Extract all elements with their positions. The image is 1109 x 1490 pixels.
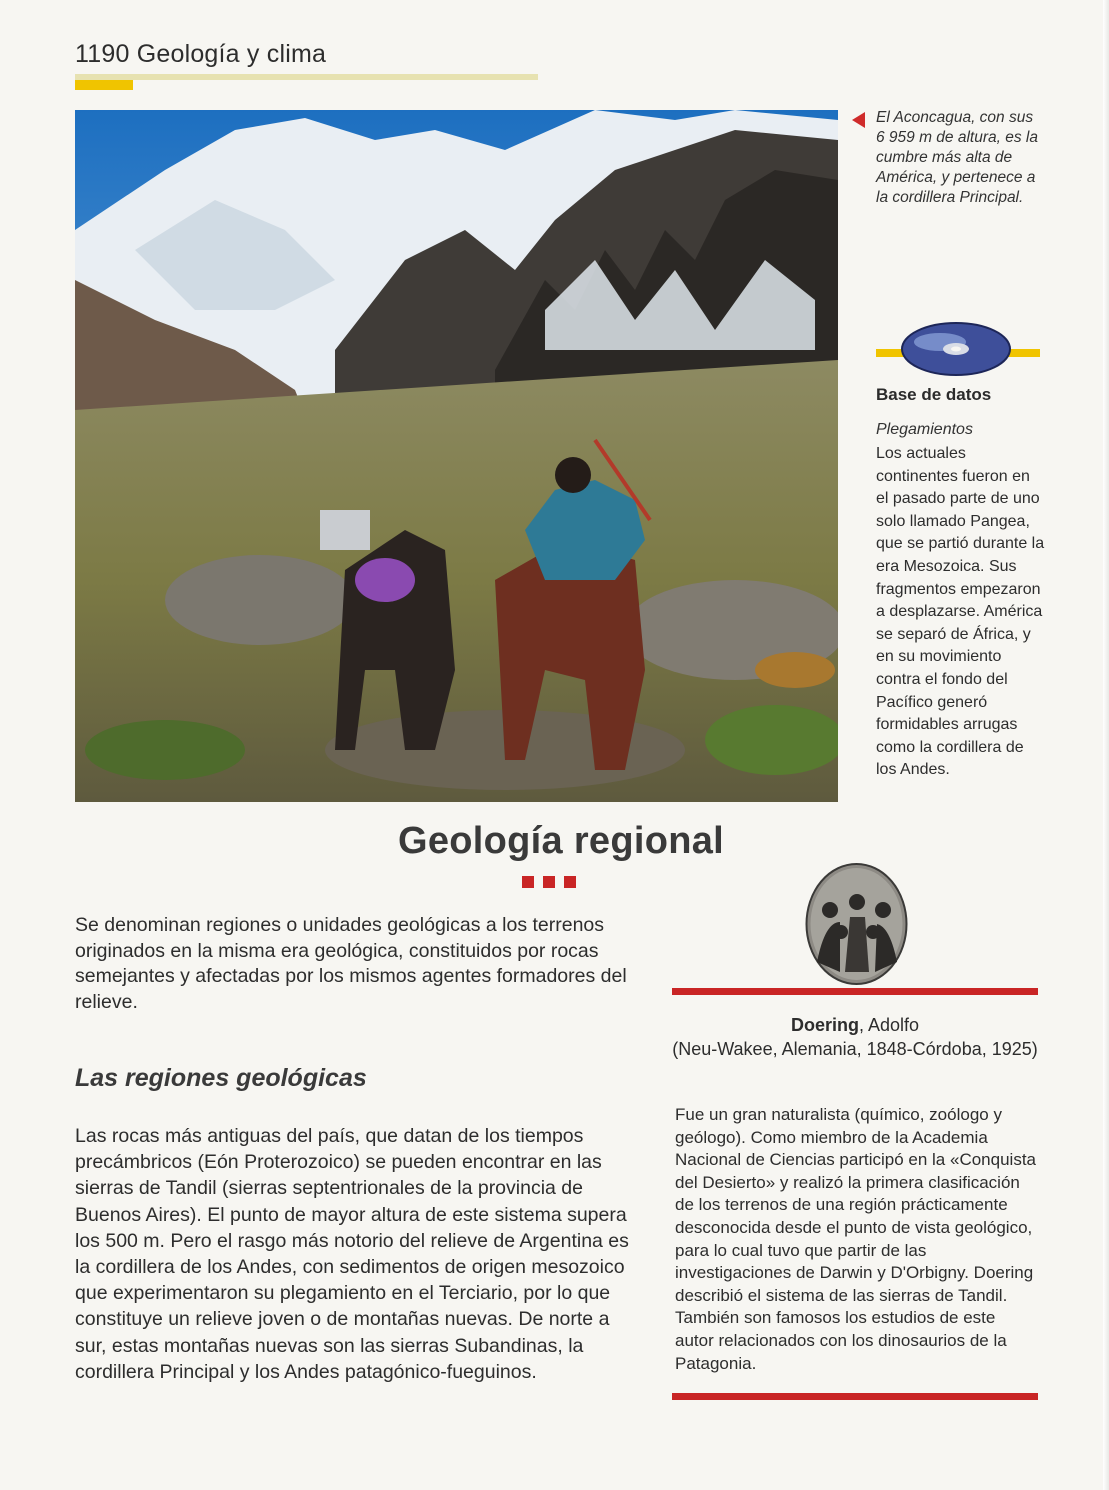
- section-decoration: [522, 876, 576, 888]
- database-title: Base de datos: [876, 385, 992, 404]
- database-text: Los actuales continentes fueron en el pasado parte de uno solo llamado Pangea, que se partió durante la era Mesozoica. Sus fragmentos empezaron a desplazarse. América se separó de África, y en su movimiento contra el fondo del Pacífico generó formidables arrugas como la cordillera de los Andes.: [876, 445, 1045, 779]
- caption-pointer-icon: [852, 112, 865, 128]
- bio-text: Fue un gran naturalista (químico, zoólogo y geólogo). Como miembro de la Academia Nacional de Ciencias participó en la «Conquista del Desierto» y realizó la primera clasificación de los terrenos de una región prácticamente desconocida desde el punto de vista geológico, para lo cual tuvo que partir de las investigaciones de Darwin y D'Orbigny. Doering describió el sistema de las sierras de Tandil. También son famosos los estudios de este autor relacionados con los dinosaurios de la Patagonia.: [675, 1105, 1036, 1373]
- header-rule: [75, 74, 538, 80]
- intro-paragraph: Se denominan regiones o unidades geológicas a los terrenos originados en la misma era geológica, constituidos por rocas semejantes y afectadas por los mismos agentes formadores del relieve.: [75, 914, 627, 1013]
- page-header: [75, 40, 326, 69]
- red-square: [564, 876, 576, 888]
- page-edge: [1103, 0, 1109, 1490]
- chapter-title: Geología y clima: [136, 40, 327, 68]
- aconcagua-photo: [75, 110, 838, 802]
- body-paragraph: Las rocas más antiguas del país, que datan de los tiempos precámbricos (Eón Proterozoico) se pueden encontrar en las sierras de Tandil (sierras septentrionales de la provincia de Buenos Aires). El punto de mayor altura de este sistema supera los 500 m. Pero el rasgo más notorio del relieve de Argentina es la cordillera de los Andes, con sedimentos de origen mesozoico que experimentaron su plegamiento en el Terciario, por lo que constituye un relieve joven o de montañas nuevas. De norte a sur, estas montañas nuevas son las sierras Subandinas, la cordillera Principal y los Andes patagónico-fueguinos.: [75, 1125, 629, 1383]
- doering-portrait: [805, 862, 908, 986]
- database-subtitle: Plegamientos: [876, 421, 973, 438]
- bio-details: (Neu-Wakee, Alemania, 1848-Córdoba, 1925): [672, 1039, 1038, 1059]
- section-title: Geología regional: [398, 820, 725, 862]
- cd-disc-icon: [900, 320, 1012, 378]
- bio-given-name: , Adolfo: [858, 1015, 920, 1035]
- bio-bottom-rule: [672, 1393, 1038, 1400]
- page-number: 1190: [75, 40, 130, 68]
- red-square: [543, 876, 555, 888]
- bio-top-rule: [672, 988, 1038, 995]
- subheading: Las regiones geológicas: [75, 1064, 367, 1092]
- bio-name-block: [672, 1013, 1038, 1061]
- red-square: [522, 876, 534, 888]
- bio-surname: Doering: [790, 1015, 859, 1035]
- photo-caption: El Aconcagua, con sus 6 959 m de altura, es la cumbre más alta de América, y pertenece a la cordillera Principal.: [876, 109, 1038, 206]
- header-accent-bar: [75, 80, 133, 90]
